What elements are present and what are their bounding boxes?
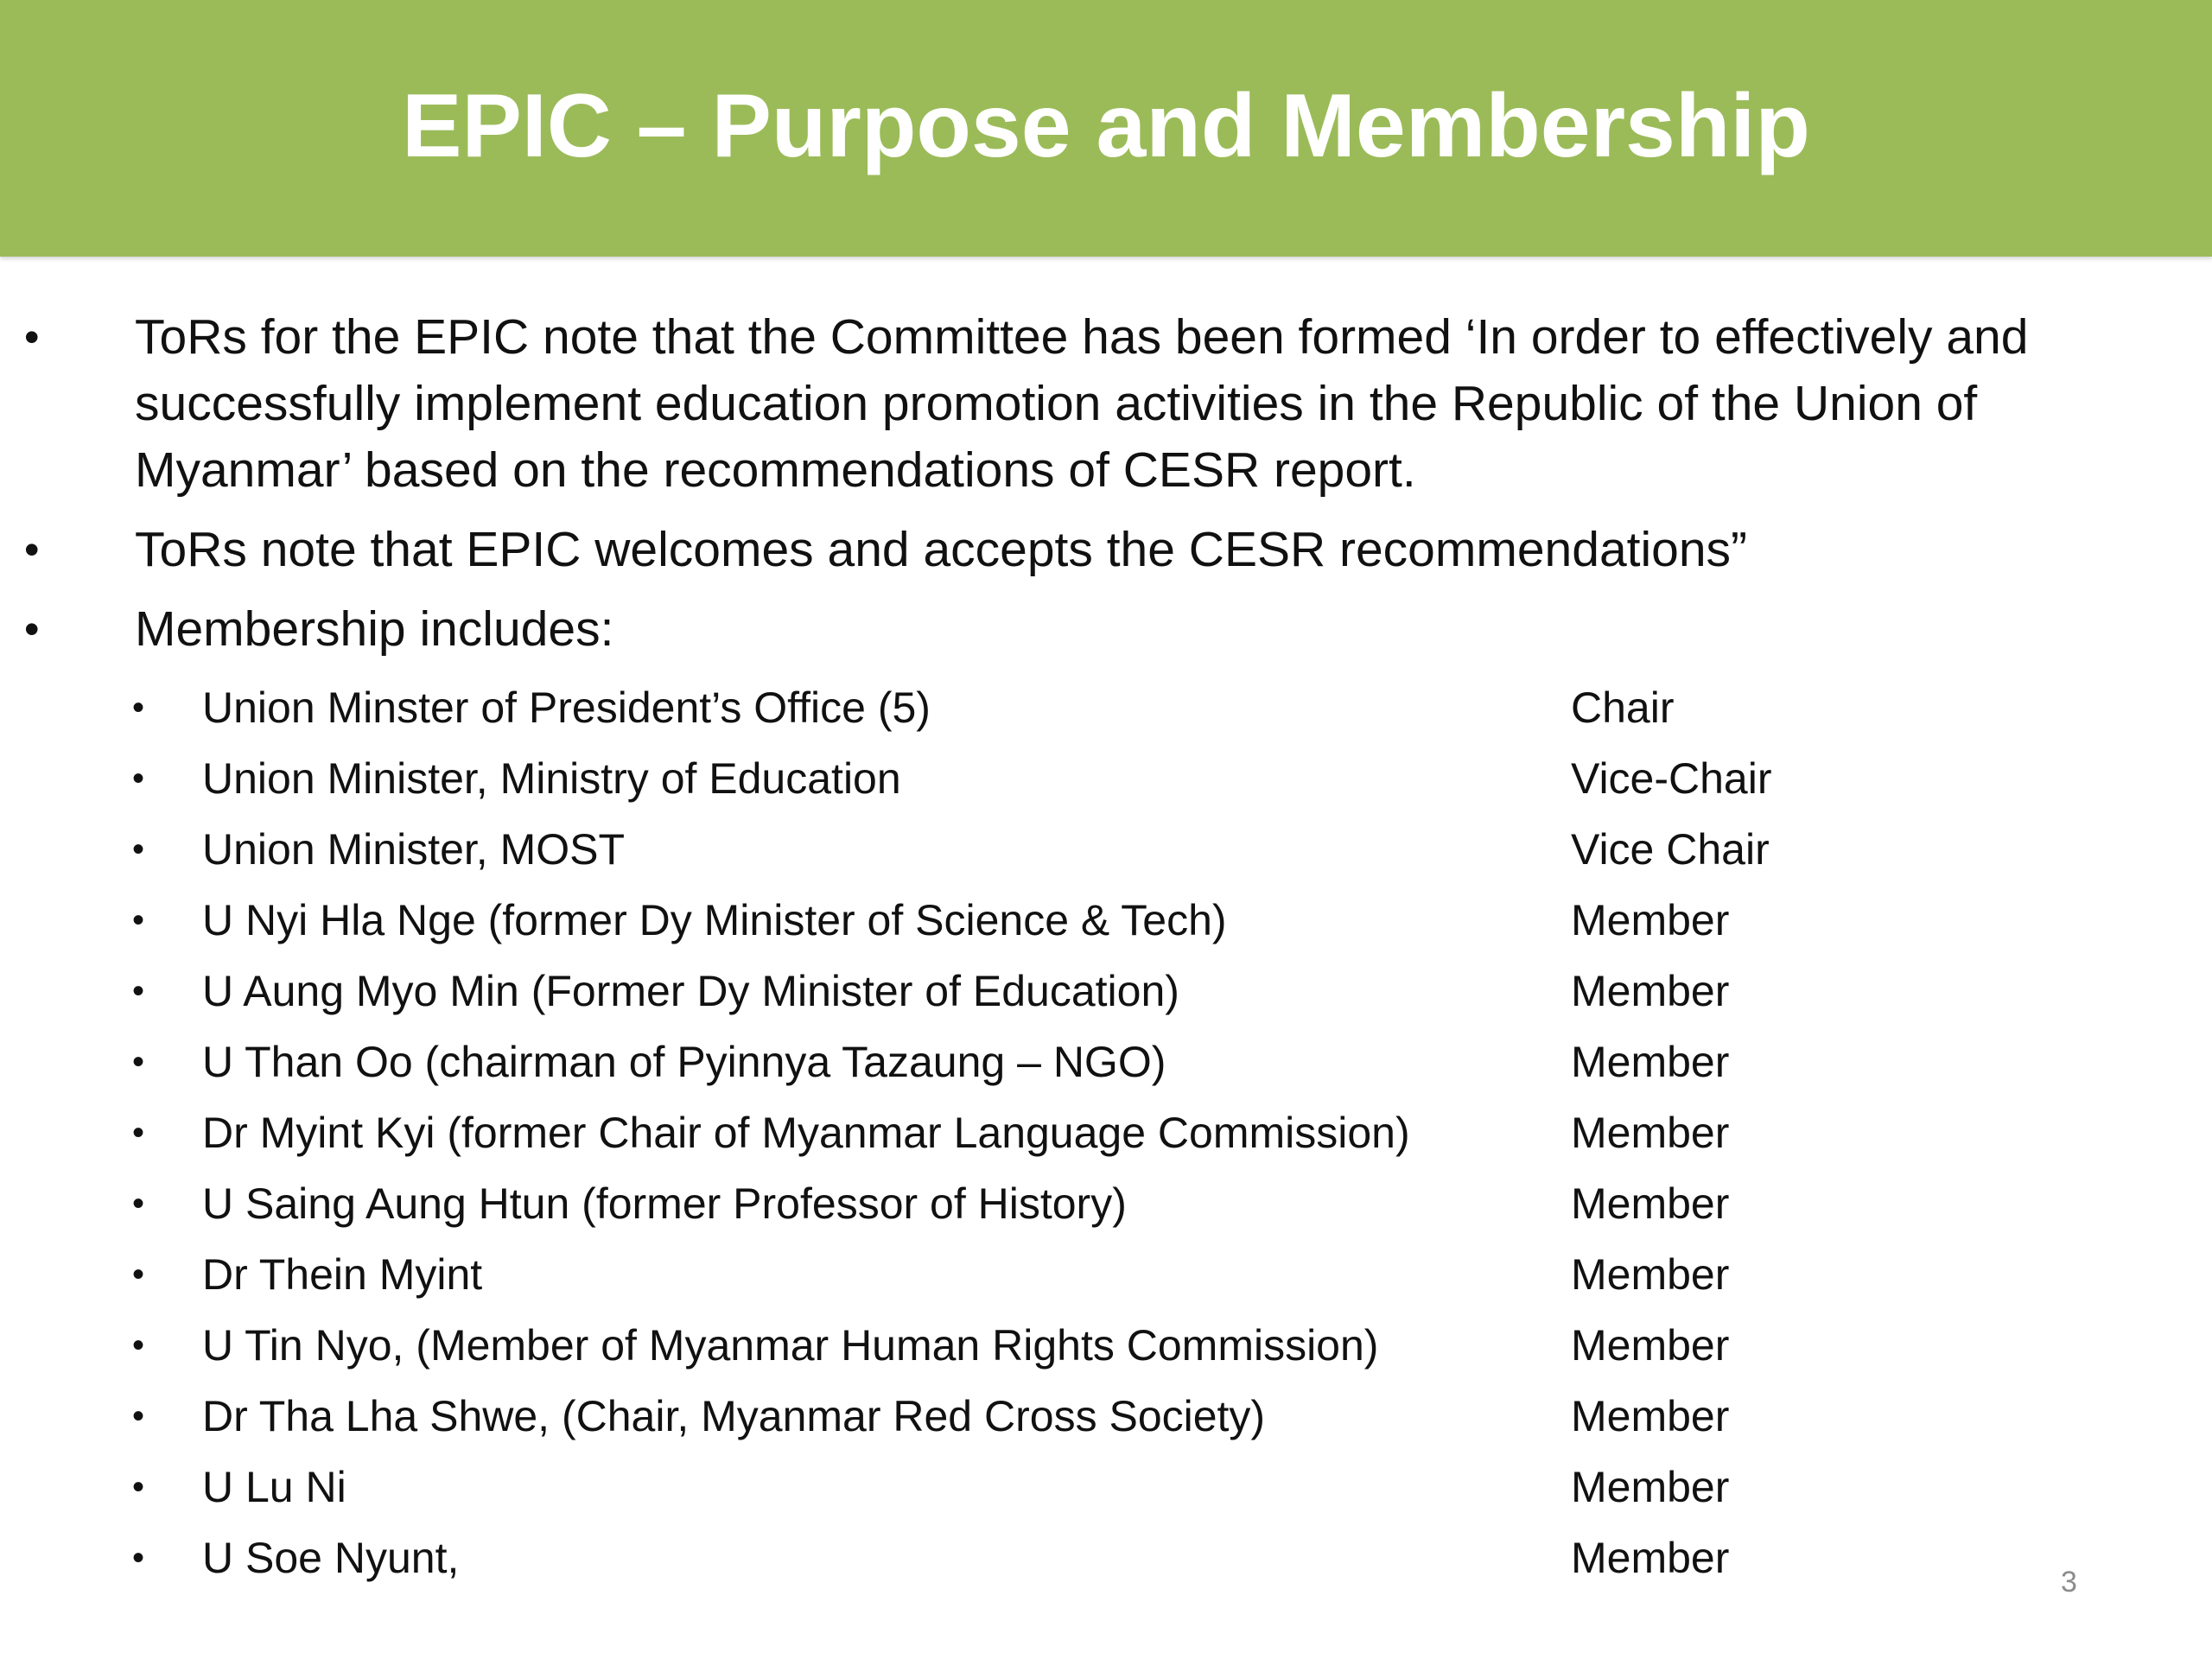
member-name: Dr Thein Myint [202,1250,483,1299]
member-role: Member [1571,1250,1730,1299]
member-role: Member [1571,1463,1730,1511]
title-banner [0,0,2212,257]
bullet-item [0,517,2117,583]
member-name: U Tin Nyo, (Member of Myanmar Human Rights Commission) [202,1321,1379,1370]
member-role: Chair [1571,683,1675,732]
member-row [0,1097,2212,1168]
member-row [0,1310,2212,1381]
member-name: Union Minister, MOST [202,825,626,874]
member-name: Dr Tha Lha Shwe, (Chair, Myanmar Red Cross Society) [202,1392,1266,1440]
page-number: 3 [2061,1566,2077,1599]
member-role: Member [1571,1392,1730,1440]
bullet-text: Membership includes: [135,601,614,657]
bullet-icon: • [132,972,145,1010]
member-name: Dr Myint Kyi (former Chair of Myanmar Language Commission) [202,1109,1410,1157]
bullet-item [0,596,2117,663]
member-name: U Lu Ni [202,1463,346,1511]
member-row [0,1168,2212,1239]
slide-title: EPIC – Purpose and Membership [402,76,1810,176]
bullet-icon: • [132,760,145,798]
bullet-icon: • [132,1043,145,1081]
member-row [0,956,2212,1027]
member-name: Union Minister, Ministry of Education [202,754,901,803]
bullet-text: ToRs for the EPIC note that the Committee has been formed ‘In order to effectively and successfully implement education promotion activities in the Republic of the Union of Myanmar’ based on the recommendations of CESR report. [135,309,2029,498]
bullet-icon: • [132,1114,145,1152]
bullet-icon: • [132,901,145,939]
member-name: U Aung Myo Min (Former Dy Minister of Education) [202,967,1179,1015]
member-row [0,885,2212,956]
member-role: Member [1571,1179,1730,1228]
member-row [0,1452,2212,1522]
bullet-list [0,304,2117,676]
member-role: Member [1571,896,1730,944]
bullet-icon: • [132,689,145,727]
bullet-icon: • [132,1255,145,1294]
bullet-icon: • [132,1397,145,1435]
member-row [0,743,2212,814]
member-role: Vice-Chair [1571,754,1772,803]
member-row [0,1027,2212,1097]
member-role: Member [1571,1109,1730,1157]
member-role: Member [1571,1038,1730,1086]
member-row [0,814,2212,885]
bullet-icon: • [132,1185,145,1223]
member-role: Vice Chair [1571,825,1770,874]
membership-list [0,672,2212,1593]
member-row [0,1522,2212,1593]
bullet-icon: • [132,830,145,868]
bullet-icon: • [132,1468,145,1506]
member-name: U Nyi Hla Nge (former Dy Minister of Science & Tech) [202,896,1227,944]
member-row [0,1239,2212,1310]
bullet-icon: • [132,1539,145,1577]
member-name: U Saing Aung Htun (former Professor of History) [202,1179,1127,1228]
member-name: U Soe Nyunt, [202,1534,460,1582]
member-role: Member [1571,967,1730,1015]
bullet-icon: • [24,605,40,653]
member-name: U Than Oo (chairman of Pyinnya Tazaung – NGO) [202,1038,1166,1086]
member-role: Member [1571,1321,1730,1370]
bullet-text: ToRs note that EPIC welcomes and accepts the CESR recommendations” [135,522,1748,577]
bullet-item [0,304,2117,504]
member-name: Union Minster of President’s Office (5) [202,683,931,732]
bullet-icon: • [132,1326,145,1364]
member-row [0,672,2212,743]
member-row [0,1381,2212,1452]
bullet-icon: • [24,313,40,361]
member-role: Member [1571,1534,1730,1582]
bullet-icon: • [24,525,40,574]
